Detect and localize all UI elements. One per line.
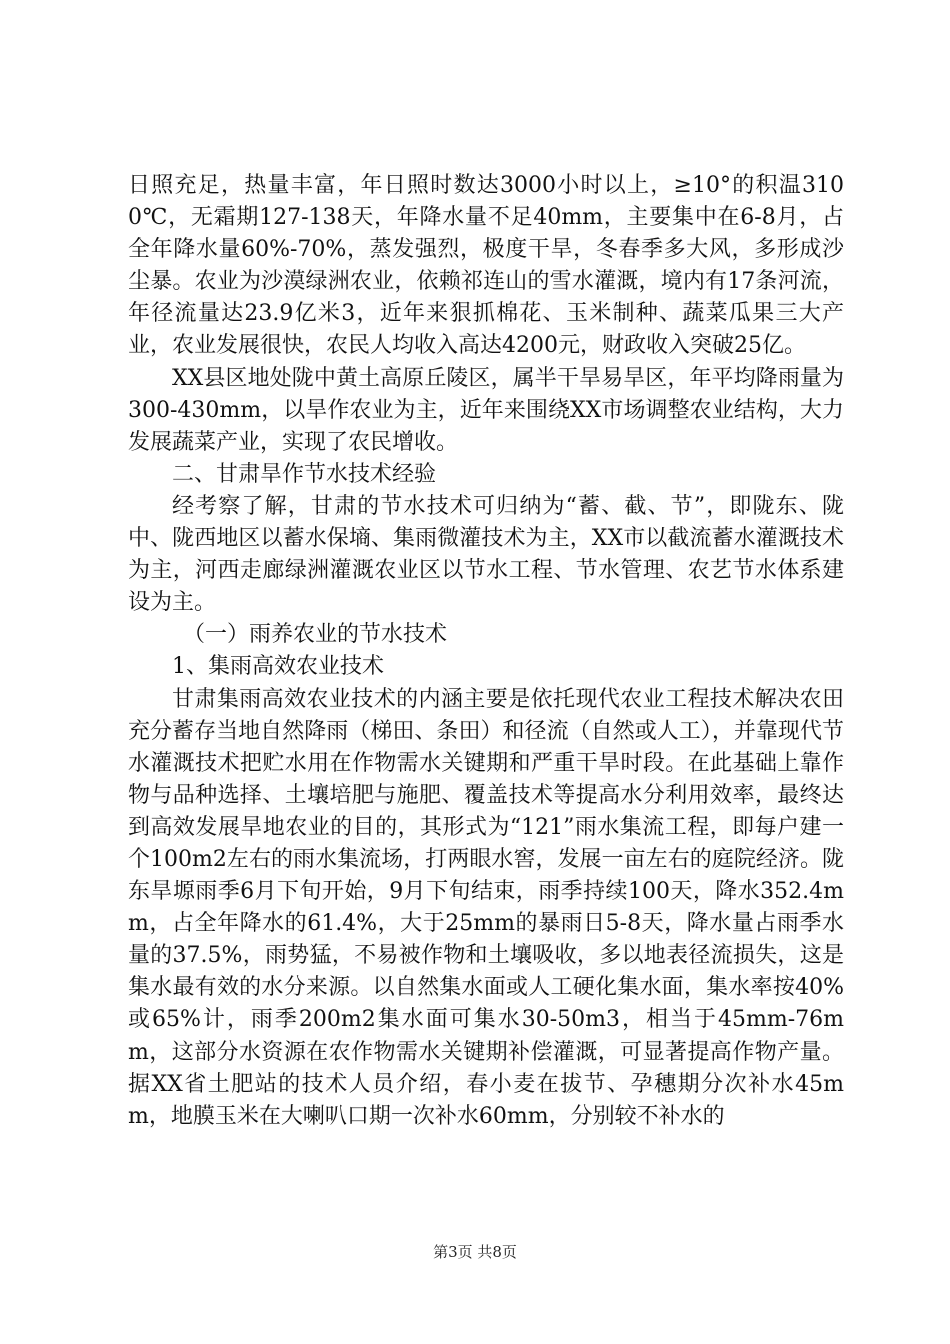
subsection-heading-1: （一）雨养农业的节水技术 — [183, 622, 448, 648]
paragraph-county: XX县区地处陇中黄土高原丘陵区，属半干旱易旱区，年平均降雨量为300-430mm，以旱作农业为主，近年来围绕XX市场调整农业结构，大力发展蔬菜产业，实现了农民增收。 — [128, 365, 844, 455]
paragraph-rain-harvest: 甘肃集雨高效农业技术的内涵主要是依托现代农业工程技术解决农田充分蓄存当地自然降雨（梯田、条田）和径流（自然或人工），并靠现代节水灌溉技术把贮水用在作物需水关键期和严重干旱时段。在此基础上靠作物与品种选择、土壤培肥与施肥、覆盖技术等提高水分利用效率，最终达到高效发展旱地农业的目的，其形式为“121”雨水集流工程，即每户建一个100m2左右的雨水集流场，打两眼水窖，发展一亩左右的庭院经济。陇东旱塬雨季6月下旬开始，9月下旬结束，雨季持续100天，降水352.4mm，占全年降水的61.4%，大于25mm的暴雨日5-8天，降水量占雨季水量的37.5%，雨势猛，不易被作物和土壤吸收，多以地表径流损失，这是集水最有效的水分来源。以自然集水面或人工硬化集水面，集水率按40%或65%计，雨季200m2集水面可集水30-50m3，相当于45mm-76mm，这部分水资源在农作物需水关键期补偿灌溉，可显著提高作物产量。据XX省土肥站的技术人员介绍，春小麦在拔节、孕穗期分次补水45mm，地膜玉米在大喇叭口期一次补水60mm，分别较不补水的 — [128, 686, 844, 1129]
document-body — [128, 170, 844, 1133]
subsubsection-heading-1: 1、集雨高效农业技术 — [172, 654, 384, 680]
section-heading-2: 二、甘肃旱作节水技术经验 — [172, 461, 437, 487]
page-footer: 第3页 共8页 — [433, 1243, 517, 1261]
paragraph-climate: 日照充足，热量丰富，年日照时数达3000小时以上，≥10°的积温3100℃，无霜期127-138天，年降水量不足40mm，主要集中在6-8月，占全年降水量60%-70%，蒸发强烈，极度干旱，冬春季多大风，多形成沙尘暴。农业为沙漠绿洲农业，依赖祁连山的雪水灌溉，境内有17条河流，年径流量达23.9亿米3，近年来狠抓棉花、玉米制种、蔬菜瓜果三大产业，农业发展很快，农民人均收入高达4200元，财政收入突破25亿。 — [128, 173, 844, 359]
paragraph-summary: 经考察了解，甘肃的节水技术可归纳为“蓄、截、节”，即陇东、陇中、陇西地区以蓄水保墒、集雨微灌技术为主，XX市以截流蓄水灌溉技术为主，河西走廊绿洲灌溉农业区以节水工程、节水管理、农艺节水体系建设为主。 — [128, 493, 844, 616]
